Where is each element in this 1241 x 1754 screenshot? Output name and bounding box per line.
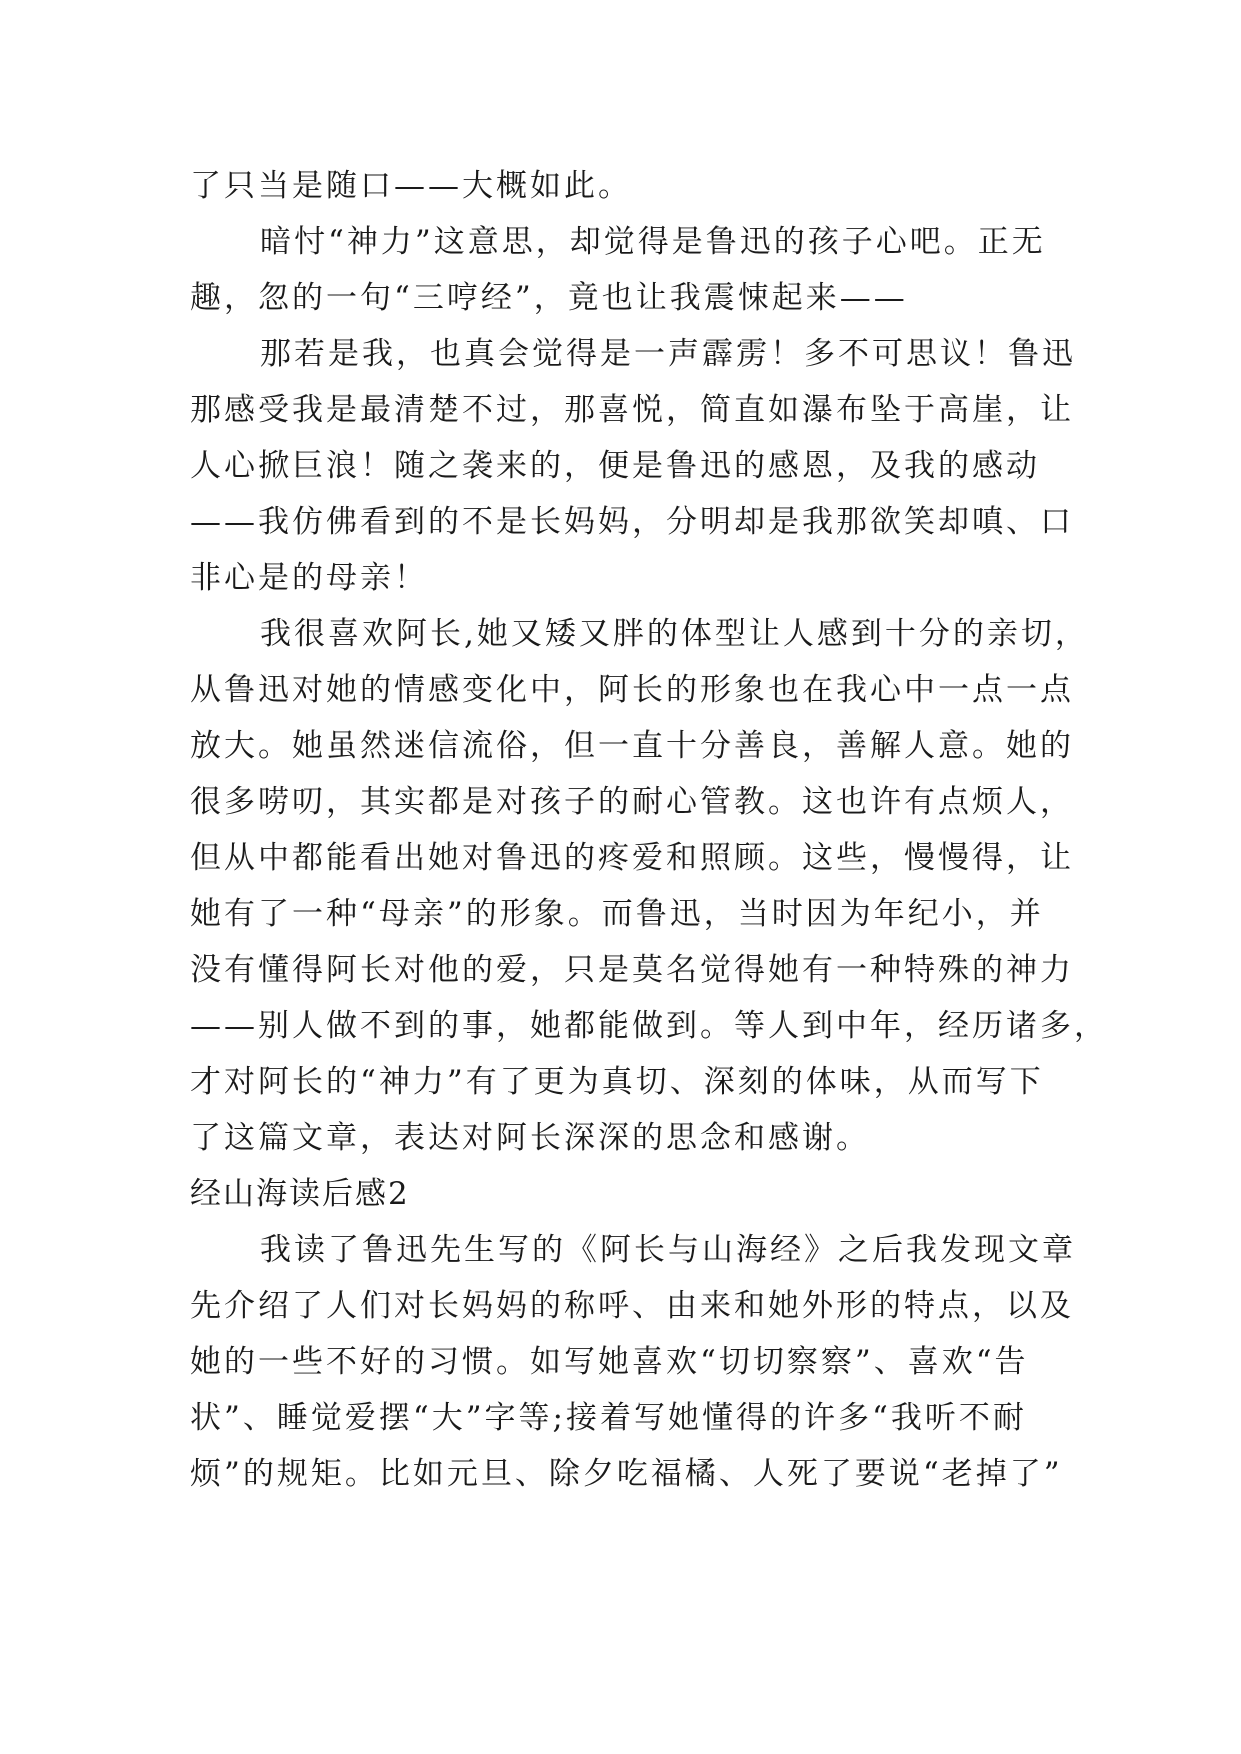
text-line-1: 了只当是随口——大概如此。	[190, 168, 632, 204]
text-line-21: 先介绍了人们对长妈妈的称呼、由来和她外形的特点，以及	[190, 1288, 1074, 1324]
paragraph-start-line: 我很喜欢阿长,她又矮又胖的体型让人感到十分的亲切，	[260, 616, 1089, 652]
paragraph-start-line: 我读了鲁迅先生写的《阿长与山海经》之后我发现文章	[260, 1232, 1076, 1268]
text-line-17: 才对阿长的“神力”有了更为真切、深刻的体味，从而写下	[190, 1064, 1044, 1100]
text-line-18: 了这篇文章，表达对阿长深深的思念和感谢。	[190, 1120, 870, 1156]
text-line-5: 那感受我是最清楚不过，那喜悦，简直如瀑布坠于高崖，让	[190, 392, 1074, 428]
text-line-24: 烦”的规矩。比如元旦、除夕吃福橘、人死了要说“老掉了”	[190, 1456, 1063, 1492]
text-line-6: 人心掀巨浪！随之袭来的，便是鲁迅的感恩，及我的感动	[190, 448, 1040, 484]
paragraph-start-line: 那若是我，也真会觉得是一声霹雳！多不可思议！鲁迅	[260, 336, 1076, 372]
text-line-15: 没有懂得阿长对他的爱，只是莫名觉得她有一种特殊的神力	[190, 952, 1074, 988]
section-heading: 经山海读后感2	[190, 1176, 410, 1212]
paragraph-start-line: 暗忖“神力”这意思，却觉得是鲁迅的孩子心吧。正无	[260, 224, 1046, 260]
text-line-16: ——别人做不到的事，她都能做到。等人到中年，经历诸多，	[190, 1008, 1108, 1044]
text-line-10: 从鲁迅对她的情感变化中，阿长的形象也在我心中一点一点	[190, 672, 1074, 708]
text-line-8: 非心是的母亲！	[190, 560, 428, 596]
text-line-14: 她有了一种“母亲”的形象。而鲁迅，当时因为年纪小，并	[190, 896, 1044, 932]
text-line-22: 她的一些不好的习惯。如写她喜欢“切切察察”、喜欢“告	[190, 1344, 1029, 1380]
body-text	[190, 158, 1108, 1502]
text-line-12: 很多唠叨，其实都是对孩子的耐心管教。这也许有点烦人，	[190, 784, 1074, 820]
text-line-7: ——我仿佛看到的不是长妈妈，分明却是我那欲笑却嗔、口	[190, 504, 1074, 540]
text-line-3: 趣，忽的一句“三哼经”，竟也让我震悚起来——	[190, 280, 908, 316]
text-line-23: 状”、睡觉爱摆“大”字等;接着写她懂得的许多“我听不耐	[190, 1400, 1027, 1436]
text-line-11: 放大。她虽然迷信流俗，但一直十分善良，善解人意。她的	[190, 728, 1074, 764]
text-line-13: 但从中都能看出她对鲁迅的疼爱和照顾。这些，慢慢得，让	[190, 840, 1074, 876]
